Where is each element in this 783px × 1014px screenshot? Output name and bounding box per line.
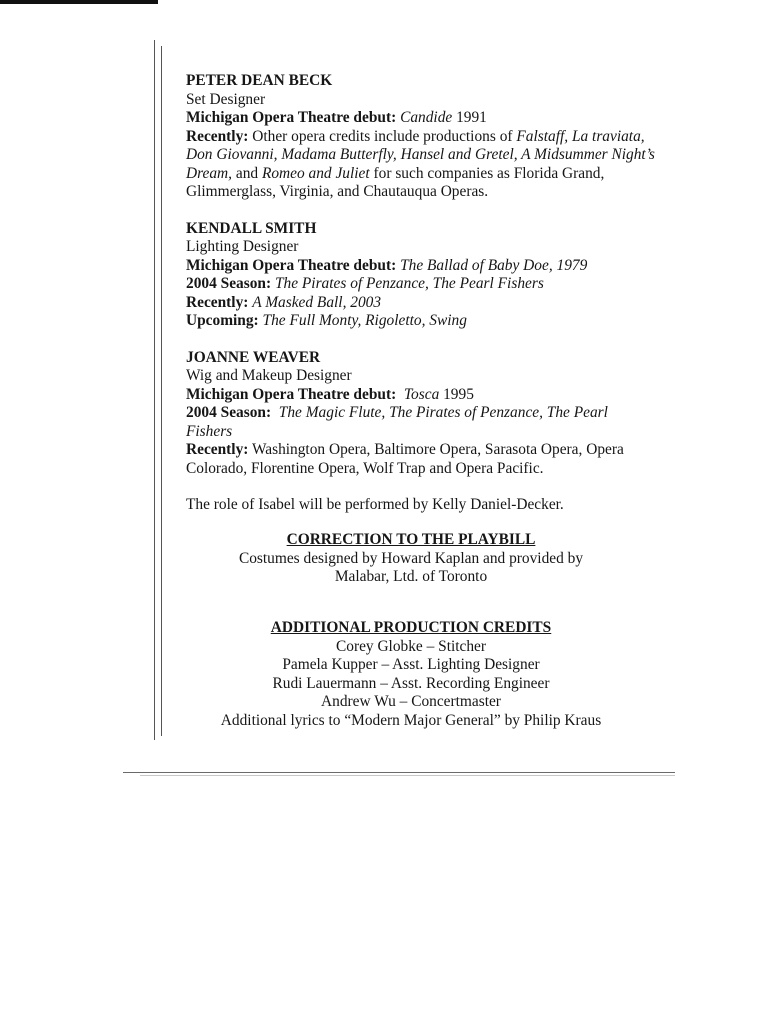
bio-joanne-weaver [186,349,656,479]
credit-line: Pamela Kupper – Asst. Lighting Designer [282,656,540,673]
bottom-rule-shadow [140,775,675,776]
bio-line-title: Romeo and Juliet [261,164,370,182]
bio-line-text [271,404,279,421]
bio-line-text: 1995 [439,385,474,403]
bio-name: PETER DEAN BECK [186,72,333,89]
correction-line: Malabar, Ltd. of Toronto [334,568,488,585]
bio-line [186,275,656,294]
bio-line-text: and [232,164,262,182]
bio-line-text: 1991 [452,109,487,126]
additional-credits-section [186,619,636,730]
bio-line-title: Tosca [403,385,440,403]
credit-line: Additional lyrics to “Modern Major General” by Philip Kraus [220,711,602,729]
credit-line: Corey Globke – Stitcher [335,637,487,655]
bio-line [186,294,656,313]
bio-line-title: The Pirates of Penzance, The Pearl Fishers [274,275,544,292]
bio-line [186,109,656,128]
bio-line-text: Washington Opera, Baltimore Opera, Sarasota Opera, Opera Colorado, Florentine Opera, Wolf Trap and Opera Pacific. [186,441,624,477]
scan-top-edge [0,0,158,4]
bio-role: Set Designer [186,90,266,108]
bio-role: Wig and Makeup Designer [186,367,352,384]
bio-line-title: A Masked Ball, 2003 [252,293,382,311]
bio-line-label: 2004 Season: [186,404,272,421]
additional-heading: ADDITIONAL PRODUCTION CREDITS [270,619,552,636]
isabel-note: The role of Isabel will be performed by Kelly Daniel-Decker. [186,496,564,513]
bio-name: JOANNE WEAVER [186,348,321,366]
bio-line-label: Michigan Opera Theatre debut: [186,385,397,403]
credit-line: Rudi Lauermann – Asst. Recording Engineer [272,674,550,692]
correction-line: Costumes designed by Howard Kaplan and provided by [238,549,584,567]
bio-line [186,257,656,276]
bio-line [186,312,656,331]
bio-line-label: Michigan Opera Theatre debut: [186,109,397,126]
bio-line [186,404,656,441]
correction-section [186,531,636,587]
bio-line-label: Recently: [186,293,249,311]
bio-line-label: Michigan Opera Theatre debut: [186,256,397,274]
bios-section [186,72,656,515]
bio-line-label: Recently: [186,127,249,145]
bio-line-title: Candide [400,109,453,126]
bio-line-text: Other opera credits include productions of [248,127,517,145]
bio-line [186,441,656,478]
bio-line-label: Upcoming: [186,312,259,329]
bio-peter-dean-beck [186,72,656,202]
bio-line-title: Falstaff, La traviata, Don Giovanni, Madama Butterfly, Hansel and Gretel, A Midsummer Night’s Dream, [186,127,655,182]
bio-line-title: The Full Monty, Rigoletto, Swing [262,312,467,329]
bio-line [186,386,656,405]
bio-kendall-smith [186,220,656,331]
bio-line-text [396,386,404,403]
bio-line-label: 2004 Season: [186,275,272,292]
correction-heading: CORRECTION TO THE PLAYBILL [286,531,536,548]
margin-rule-right [161,46,162,736]
margin-rule-left [154,40,155,740]
bottom-rule [123,772,675,773]
bio-name: KENDALL SMITH [186,219,317,237]
bio-line-label: Recently: [186,441,249,458]
credit-line: Andrew Wu – Concertmaster [321,693,501,710]
bio-role: Lighting Designer [186,238,299,255]
bio-line-title: The Ballad of Baby Doe, 1979 [400,256,588,274]
bio-line [186,128,656,202]
bio-line-title: The Magic Flute, The Pirates of Penzance, The Pearl Fishers [186,404,608,440]
bio-line-text: for such companies as Florida Grand, Glimmerglass, Virginia, and Chautauqua Operas. [186,164,605,200]
